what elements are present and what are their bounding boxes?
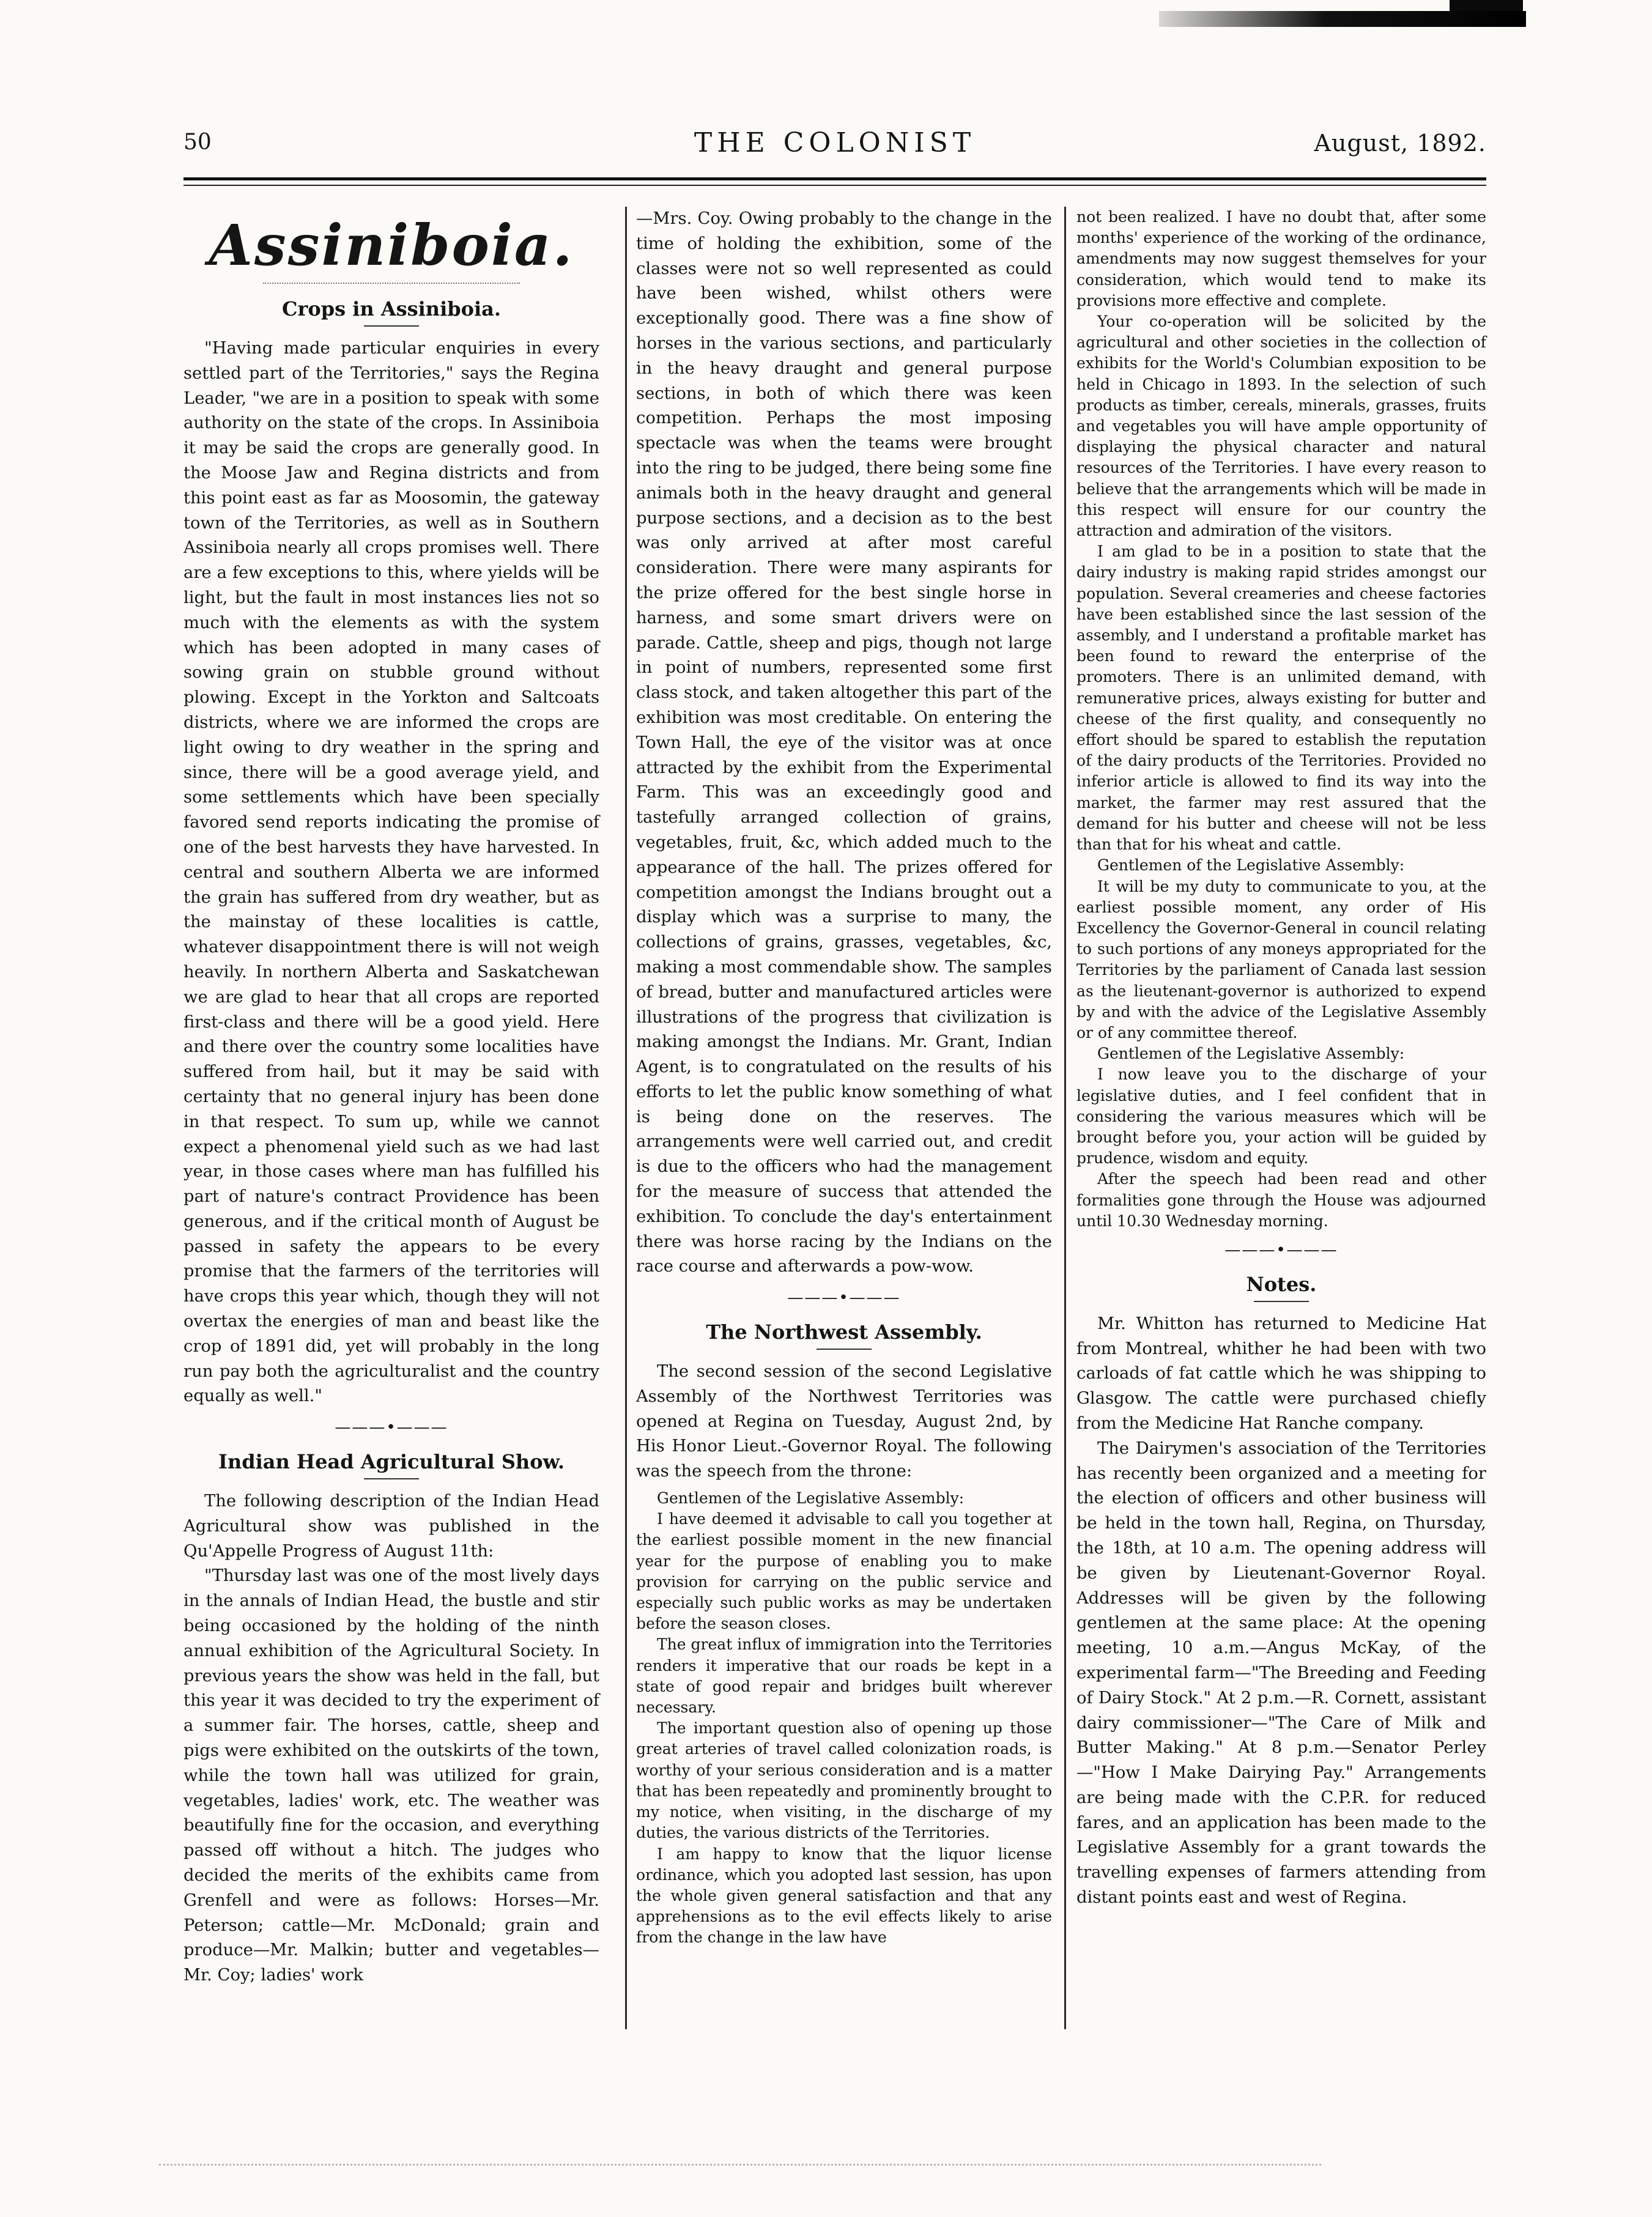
publication-title: THE COLONIST [694,127,976,158]
page-header [183,127,1486,166]
article-paragraph: "Thursday last was one of the most lively days in the annals of Indian Head, the bustle and stir being occasioned by the holding of the ninth annual exhibition of the Agricultural Society. In previous years the show was held in the fall, but this year it was decided to try the experiment of a summer fair. The horses, cattle, sheep and pigs were exhibited on the outskirts of the town, while the town hall was utilized for grain, vegetables, ladies' work, etc. The weather was beautifully fine for the occasion, and everything passed off without a hitch. The judges who decided the merits of the exhibits came from Grenfell and were as follows: Horses—Mr. Peterson; cattle—Mr. McDonald; grain and produce—Mr. Malkin; butter and vegetables—Mr. Coy; ladies' work [183,1566,599,1985]
article-title-indian-head: Indian Head Agricultural Show. [218,1450,565,1474]
scan-artifact-specks [159,2164,1321,2171]
title-underline [364,1478,419,1479]
speech-paragraph: The important question also of opening up those great arteries of travel called colonization roads, is worthy of your serious consideration and is a matter that has been repeatedly and prominently brought to my notice, when visiting, in the discharge of my duties, the various districts of the Territories. [636,1719,1052,1842]
column-1 [183,207,599,1988]
title-underline [1254,1301,1309,1302]
speech-paragraph: I am happy to know that the liquor license ordinance, which you adopted last session, has upon the whole given general satisfaction and that any apprehensions as to the evil effects likely to arise from the change in the law have [636,1845,1052,1947]
speech-paragraph: I now leave you to the discharge of your legislative duties, and I feel confident that in considering the various measures which will be brought before you, your action will be guided by prudence, wisdom and equity. [1076,1065,1486,1168]
header-rule-thin [183,185,1486,186]
page-number: 50 [183,130,212,155]
column-2 [636,207,1052,1949]
article-paragraph: —Mrs. Coy. Owing probably to the change in the time of holding the exhibition, some of the classes were not so well represented as could have been wished, whilst others were exceptionally good. There was a fine show of horses in the various sections, and particularly in the heavy draught and general purpose sections, in both of which there was keen competition. Perhaps the most imposing spectacle was when the teams were brought into the ring to be judged, there being some fine animals both in the heavy draught and general purpose sections, and a decision as to the best was only arrived at after most careful consideration. There were many aspirants for the prize offered for the best single horse in harness, and some smart drivers were on parade. Cattle, sheep and pigs, though not large in point of numbers, represented some first class stock, and taken altogether this part of the exhibition was most creditable. On entering the Town Hall, the eye of the visitor was at once attracted by the exhibit from the Experimental Farm. This was an exceedingly good and tastefully arranged collection of grains, vegetables, fruit, &c, which added much to the appearance of the hall. The prizes offered for competition amongst the Indians brought out a display which was a surprise to many, the collections of grains, grasses, vegetables, &c, making a most commendable show. The samples of bread, butter and manufactured articles were illustrations of the progress that civilization is making amongst the Indians. Mr. Grant, Indian Agent, is to congratulated on the results of his efforts to let the public know something of what is being done on the reserves. The arrangements were well carried out, and credit is due to the officers who had the management for the measure of success that attended the exhibition. To conclude the day's entertainment there was horse racing by the Indians on the race course and afterwards a pow-wow. [636,209,1052,1276]
title-underline [817,1349,872,1350]
speech-address: Gentlemen of the Legislative Assembly: [657,1489,965,1508]
section-ornament: ———•——— [787,1289,901,1308]
masthead-rule [263,283,520,284]
article-paragraph: The second session of the second Legislative Assembly of the Northwest Territories was opened at Regina on Tuesday, August 2nd, by His Honor Lieut.-Governor Royal. The following was the speech from the throne: [636,1362,1052,1481]
speech-paragraph: not been realized. I have no doubt that, after some months' experience of the working of the ordinance, amendments may now suggest themselves for your consideration, which would tend to make its provisions more effective and complete. [1076,208,1486,309]
article-title-northwest-assembly: The Northwest Assembly. [706,1320,982,1344]
speech-address: Gentlemen of the Legislative Assembly: [1097,856,1405,875]
article-paragraph: Mr. Whitton has returned to Medicine Hat from Montreal, whither he had been with two carloads of fat cattle which he was shipping to Glasgow. The cattle were purchased chiefly from the Medicine Hat Ranche company. [1076,1314,1486,1433]
article-paragraph: The following description of the Indian Head Agricultural show was published in the Qu'Appelle Progress of August 11th: [183,1492,599,1561]
speech-paragraph: It will be my duty to communicate to you, at the earliest possible moment, any order of His Excellency the Governor-General in council relating to such portions of any moneys appropriated for the Territories by the parliament of Canada last session as the lieutenant-governor is authorized to expend by and with the advice of the Legislative Assembly or of any committee thereof. [1076,877,1486,1042]
speech-paragraph: The great influx of immigration into the Territories renders it imperative that our roads be kept in a state of good repair and bridges built wherever necessary. [636,1635,1052,1717]
speech-address: Gentlemen of the Legislative Assembly: [1097,1045,1405,1063]
column-3 [1076,207,1486,1911]
article-paragraph: The Dairymen's association of the Territories has recently been organized and a meeting for the election of officers and other business will be held in the town hall, Regina, on Thursday, the 18th, at 10 a.m. The opening address will be given by Lieutenant-Governor Royal. Addresses will be given by the following gentlemen at the same place: At the opening meeting, 10 a.m.—Angus McKay, of the experimental farm—"The Breeding and Feeding of Dairy Stock." At 2 p.m.—R. Cornett, assistant dairy commissioner—"The Care of Milk and Butter Making." At 8 p.m.—Senator Perley—"How I Make Dairying Pay." Arrangements are being made with the C.P.R. for reduced fares, and an application has been made to the Legislative Assembly for a grant towards the travelling expenses of farmers attending from distant points east and west of Regina. [1076,1438,1486,1908]
section-ornament: ———•——— [335,1418,448,1437]
section-ornament: ———•——— [1224,1240,1338,1259]
speech-paragraph: Your co-operation will be solicited by the agricultural and other societies in the collection of exhibits for the World's Columbian exposition to be held in Chicago in 1893. In the selection of such products as timber, cereals, minerals, grasses, fruits and vegetables you will have ample opportunity of displaying the physical character and natural resources of the Territories. I have every reason to believe that the arrangements which will be made in this respect will ensure for our country the attraction and admiration of the visitors. [1076,313,1486,540]
column-rule-2 [1064,207,1066,2029]
section-masthead: Assiniboia. [209,212,574,278]
header-rule-thick [183,177,1486,180]
article-paragraph: After the speech had been read and other formalities gone through the House was adjourned until 10.30 Wednesday morning. [1076,1170,1486,1230]
article-title-crops: Crops in Assiniboia. [282,297,501,320]
speech-paragraph: I am glad to be in a position to state that the dairy industry is making rapid strides amongst our population. Several creameries and cheese factories have been established since the last session of the assembly, and I understand a profitable market has been found to reward the enterprise of the promoters. There is an unlimited demand, with remunerative prices, always existing for butter and cheese of the first quality, and consequently no effort should be spared to establish the reputation of the dairy products of the Territories. Provided no inferior article is allowed to find its way into the market, the farmer may rest assured that the demand for his butter and cheese will not be less than that for his wheat and cattle. [1076,542,1486,854]
issue-year: 1892. [1417,130,1486,157]
issue-month: August, [1314,130,1409,157]
column-rule-1 [625,207,627,2029]
article-title-notes: Notes. [1246,1272,1317,1296]
article-paragraph: "Having made particular enquiries in every settled part of the Territories," says the Regina Leader, "we are in a position to speak with some authority on the state of the crops. In Assiniboia it may be said the crops are generally good. In the Moose Jaw and Regina districts and from this point east as far as Moosomin, the gateway town of the Territories, as well as in Southern Assiniboia nearly all crops promises well. There are a few exceptions to this, where yields will be light, but the fault in most instances lies not so much with the elements as with the system which has been adopted in many cases of sowing grain on stubble ground without plowing. Except in the Yorkton and Saltcoats districts, where we are informed the crops are light owing to dry weather in the spring and since, there will be a good average yield, and some settlements which have been specially favored send reports indicating the promise of one of the best harvests they have harvested. In central and southern Alberta we are informed the grain has suffered from dry weather, but as the mainstay of these localities is cattle, whatever disappointment there is will not weigh heavily. In northern Alberta and Saskatchewan we are glad to hear that all crops are reported first-class and there will be a good yield. Here and there over the country some localities have suffered from hail, but it may be said with certainty that no general injury has been done in that respect. To sum up, while we cannot expect a phenomenal yield such as we had last year, in those cases where man has fulfilled his part of nature's contract Providence has been generous, and if the critical month of August be passed in safety the appears to be every promise that the farmers of the territories will have crops this year which, though they will not overtax the energies of man and beast like the crop of 1891 did, yet will probably in the long run pay both the agriculturalist and the country equally as well." [183,339,599,1406]
title-underline [364,325,419,327]
issue-date [1314,130,1486,157]
scan-artifact-band [1159,11,1526,27]
speech-paragraph: I have deemed it advisable to call you together at the earliest possible moment in the new financial year for the purpose of enabling you to make provision for carrying on the public service and especially such public works as may be undertaken before the season closes. [636,1510,1052,1633]
